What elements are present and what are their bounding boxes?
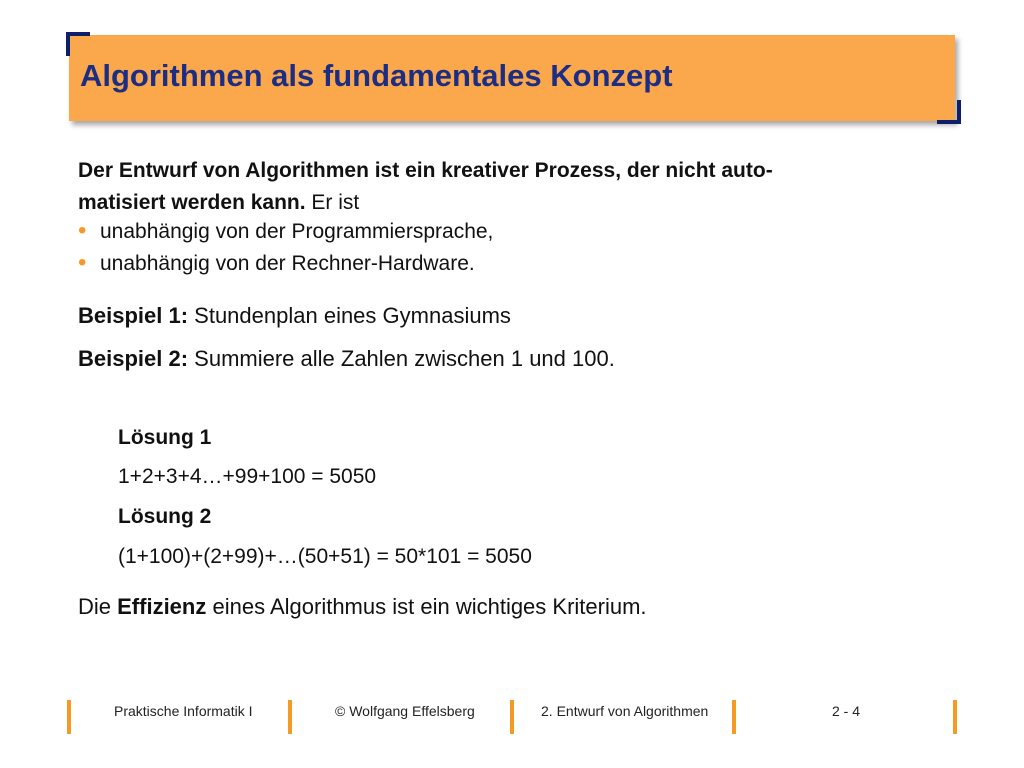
solution-2-formula: (1+100)+(2+99)+…(50+51) = 50*101 = 5050: [118, 545, 532, 568]
footer-divider: [953, 700, 957, 734]
footer-divider: [510, 700, 514, 734]
intro-paragraph: [78, 155, 773, 219]
bullet-text: unabhängig von der Rechner-Hardware.: [100, 252, 475, 275]
example-2-label: Beispiel 2:: [78, 346, 189, 371]
conclusion-post: eines Algorithmus ist ein wichtiges Kriterium.: [206, 594, 647, 619]
corner-bracket-top-left: [66, 32, 90, 56]
example-2: [78, 343, 615, 375]
conclusion: [78, 591, 647, 623]
example-1: [78, 300, 511, 332]
footer-author: © Wolfgang Effelsberg: [335, 703, 475, 719]
footer-divider: [732, 700, 736, 734]
bullet-dot-icon: •: [78, 249, 87, 276]
solution-2-heading: [118, 505, 211, 529]
intro-tail: Er ist: [305, 191, 360, 214]
corner-bracket-bottom-right: [937, 100, 961, 124]
bullet-item: [78, 217, 493, 245]
example-1-text: Stundenplan eines Gymnasiums: [188, 303, 511, 328]
solution-1-formula: 1+2+3+4…+99+100 = 5050: [118, 465, 377, 488]
solution-2-heading-text: Lösung 2: [118, 505, 212, 528]
intro-bold-line1: Der Entwurf von Algorithmen ist ein kreativer Prozess, der nicht auto-: [78, 159, 773, 182]
example-2-text: Summiere alle Zahlen zwischen 1 und 100.: [188, 346, 615, 371]
intro-bold-line2: matisiert werden kann.: [78, 191, 306, 214]
solution-1-heading: [118, 426, 211, 450]
bullet-dot-icon: •: [78, 217, 87, 244]
footer-page-number: 2 - 4: [832, 703, 861, 719]
example-1-label: Beispiel 1:: [78, 303, 189, 328]
footer-course: Praktische Informatik I: [114, 703, 253, 719]
bullet-text: unabhängig von der Programmiersprache,: [100, 220, 494, 243]
solution-1-heading-text: Lösung 1: [118, 426, 212, 449]
footer-divider: [288, 700, 292, 734]
footer-chapter: 2. Entwurf von Algorithmen: [541, 703, 709, 719]
conclusion-pre: Die: [78, 594, 118, 619]
bullet-item: [78, 249, 475, 277]
footer-divider: [67, 700, 71, 734]
conclusion-bold: Effizienz: [117, 594, 207, 619]
slide-title: Algorithmen als fundamentales Konzept: [80, 58, 673, 93]
